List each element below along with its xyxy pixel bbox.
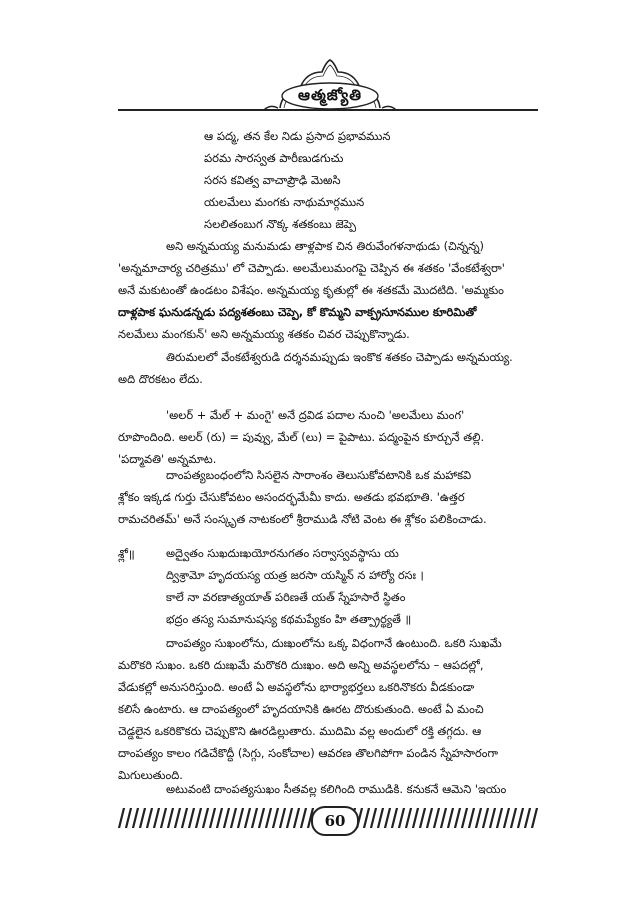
paragraph-line: దాంపత్యబంధంలోని సిసలైన సారాంశం తెలుసుకోవటానికి ఒక మహాకవి — [166, 468, 472, 482]
paragraph — [118, 404, 538, 470]
paragraph-line: మిగులుతుంది. — [118, 768, 183, 782]
poem-line: ఆ పద్మ, తన కేల నిడు ప్రసాద ప్రభావమున — [204, 129, 391, 143]
paragraph-line: దాంపత్యం సుఖంలోను, దుఃఖంలోను ఒక్క విధంగానే ఉంటుంది. ఒకరి సుఖమే — [166, 636, 502, 650]
paragraph — [118, 632, 538, 786]
paragraph-line: దాళ్లపాక ఘనుడన్నడు పద్యశతంబు చెప్పె, కో కొమ్మని వాక్ప్రసూనముల కూరిమితో — [118, 305, 477, 319]
poem-block — [204, 125, 544, 235]
poem-line: సలలితంబుగ నొక్క శతకంబు జెప్పె — [204, 217, 357, 231]
paragraph-line: శ్లోకం ఇక్కడ గుర్తు చేసుకోవటం అసందర్భమేమీ కాదు. అతడు భవభూతి. 'ఉత్తర — [118, 490, 465, 504]
poem-line: సరస కవిత్వ వాచాప్రౌఢి మెఱసి — [204, 173, 341, 187]
paragraph — [118, 235, 538, 345]
paragraph — [118, 464, 538, 530]
poem-line: పరమ సారస్వత పారీణుడగుచు — [204, 151, 344, 165]
sloka-line: అద్వైతం సుఖదుఃఖయోరనుగతం సర్వాస్వవస్థాసు య — [166, 547, 399, 560]
paragraph-line: 'పద్మావతి' అన్నమాట. — [118, 452, 217, 466]
paragraph-line: 'అలర్ + మేల్ + మంగై' అనే ద్రవిడ పదాల నుంచి 'అలమేలు మంగ' — [166, 408, 465, 422]
sloka-line: కాలే నా వరణాత్యయాత్ పరిణతే యత్ స్నేహసారే స్థితం — [166, 591, 406, 604]
paragraph-line: మరొకరి సుఖం. ఒకరి దుఃఖమే మరొకరి దుఃఖం. అది అన్ని అవస్థలలోను – ఆపదల్లో, — [118, 658, 484, 672]
sloka-block — [166, 543, 536, 631]
paragraph-line: నలమేలు మంగకున్' అని అన్నమయ్య శతకం చివర చెప్పుకొన్నాడు. — [118, 327, 410, 341]
sloka-label: శ్లో॥ — [118, 547, 135, 561]
running-header-title: ఆత్మజ్యోతి — [298, 86, 362, 104]
sloka-line: ద్విశ్రామో హృదయస్య యత్ర జరసా యస్మిన్ న హార్యో రసః । — [166, 569, 424, 582]
paragraph-line: చెడ్డలైన ఒకరికొకరు చెప్పుకొని ఊరడిల్లుతారు. ముదిమి వల్ల అందులో రక్తి తగ్గదు. ఆ — [118, 724, 482, 738]
paragraph-line: తిరుమలలో వేంకటేశ్వరుడి దర్శనమప్పుడు ఇంకొక శతకం చెప్పాడు అన్నమయ్య. — [166, 350, 513, 364]
paragraph-line: వేడుకల్లో అనుసరిస్తుంది. అంటే ఏ అవస్థలోను భార్యాభర్తలు ఒకరినొకరు వీడకుండా — [118, 680, 475, 694]
paragraph-line: అనే మకుటంతో ఉండటం విశేషం. అన్నమయ్య కృతుల్లో ఈ శతకమే మొదటిది. 'అమ్మకుం — [118, 283, 504, 297]
paragraph-line: అది దొరకటం లేదు. — [118, 372, 203, 386]
paragraph-line: అటువంటి దాంపత్యసుఖం సీతవల్ల కలిగింది రాముడికి. కనుకనే ఆమెని 'ఇయం — [166, 782, 507, 796]
header-rule — [118, 109, 538, 111]
paragraph-line: కలిసే ఉంటారు. ఆ దాంపత్యంలో హృదయానికి ఊరట దొరుకుతుంది. అంటే ఏ మంచి — [118, 702, 484, 716]
paragraph-line: 'అన్నమాచార్య చరిత్రము' లో చెప్పాడు. అలమేలుమంగపై చెప్పిన ఈ శతకం 'వేంకటేశ్వరా' — [118, 261, 505, 275]
sloka-line: భద్రం తస్య సుమానుషస్య కథమప్యేకం హి తత్ప్రార్థ్యతే ॥ — [166, 613, 412, 626]
paragraph-line: దాంపత్యం కాలం గడిచేకొద్దీ (సిగ్గు, సంకోచాల) ఆవరణ తొలగిపోగా పండిన స్నేహసారంగా — [118, 746, 498, 760]
paragraph-line: రామచరితమ్' అనే సంస్కృత నాటకంలో శ్రీరాముడి నోటి వెంట ఈ శ్లోకం పలికించాడు. — [118, 512, 487, 526]
paragraph-line: రూపొందింది. అలర్ (రు) = పువ్వు, మేల్ (లు) = పైపాటు. పద్మంపైన కూర్చునే తల్లి. — [118, 430, 485, 444]
paragraph-line: అని అన్నమయ్య మనుమడు తాళ్లపాక చిన తిరువేంగళనాథుడు (చిన్నన్న) — [166, 239, 484, 253]
paragraph — [118, 778, 538, 800]
page-number: 60 — [311, 806, 359, 836]
poem-line: యలమేలు మంగకు నాథుమార్గమున — [204, 195, 365, 209]
paragraph — [118, 346, 538, 390]
